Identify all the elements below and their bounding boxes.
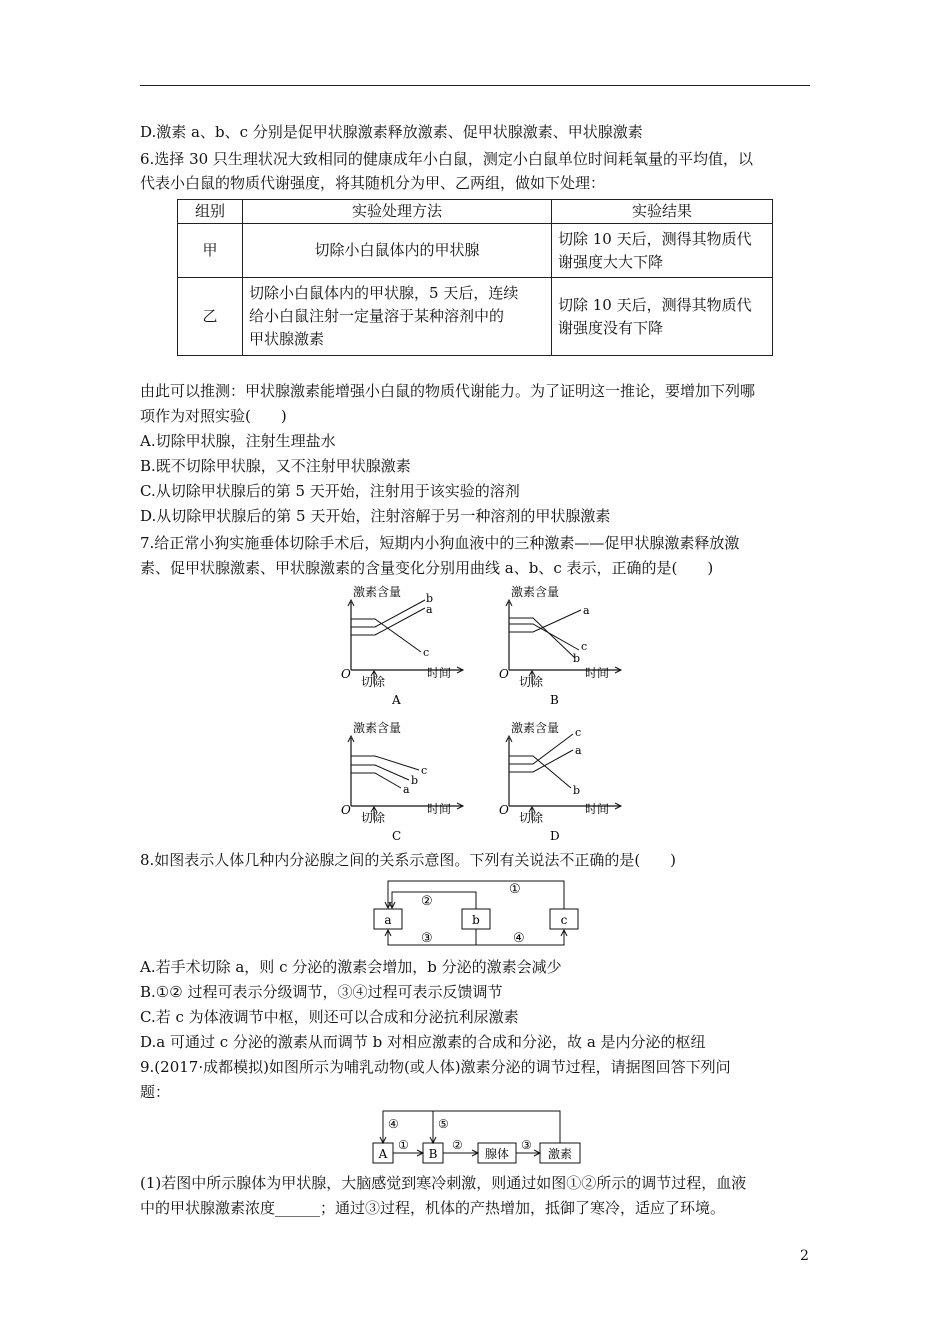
q8-option-c: C.若 c 为体液调节中枢，则还可以合成和分泌抗利尿激素: [140, 1008, 519, 1026]
curve-a-line: [351, 773, 401, 788]
header-method: 实验处理方法: [243, 200, 552, 224]
table-header-row: [178, 200, 773, 224]
cut-label: 切除: [519, 675, 544, 689]
row-method-line: 切除小白鼠体内的甲状腺，5 天后，连续: [249, 284, 519, 302]
curve-a-line: [509, 610, 581, 632]
curve-label: b: [573, 784, 581, 797]
curve-label: a: [403, 783, 410, 796]
graph-option-label: B: [550, 693, 559, 707]
row-result-line: 谢强度没有下降: [558, 318, 664, 337]
curve-label: c: [575, 726, 582, 739]
q6-option-a: A.切除甲状腺，注射生理盐水: [140, 432, 336, 450]
curve-label: b: [573, 652, 581, 665]
header-result: 实验结果: [552, 200, 773, 224]
curve-label: c: [581, 640, 588, 653]
cut-label: 切除: [361, 811, 386, 825]
curve-c-line: [351, 756, 419, 770]
curve-label: c: [423, 646, 430, 659]
q5-option-d: D.激素 a、b、c 分别是促甲状腺激素释放激素、促甲状腺激素、甲状腺激素: [140, 123, 643, 141]
row-method-line: 切除小白鼠体内的甲状腺: [314, 241, 480, 259]
graph-ylabel: 激素含量: [511, 585, 560, 599]
arrow-label-4: ④: [388, 1117, 399, 1131]
q9-diagram: [368, 1105, 588, 1167]
row-group: 甲: [178, 224, 243, 278]
graph-a: [335, 580, 480, 710]
node-c-label: c: [560, 913, 568, 927]
header-group: 组别: [178, 200, 243, 224]
graph-ylabel: 激素含量: [511, 721, 560, 735]
curve-a-line: [351, 608, 425, 635]
node-gland-label: 腺体: [484, 1147, 510, 1161]
q9-sub1-line2: 中的甲状腺激素浓度______；通过③过程，机体的产热增加，抵御了寒冷，适应了环境。: [140, 1199, 726, 1217]
arrow-label-3: ③: [421, 931, 433, 946]
experiment-table: [177, 199, 773, 356]
row-result: [552, 224, 773, 278]
q7-stem-line2: 素、促甲状腺激素、甲状腺激素的含量变化分别用曲线 a、b、c 表示，正确的是( ): [140, 559, 714, 577]
q6-followup-line2: 项作为对照实验( ): [140, 407, 287, 425]
row-result: [552, 278, 773, 356]
row-method-line: 给小白鼠注射一定量溶于某种溶剂中的: [249, 307, 505, 325]
node-b-label: b: [472, 913, 480, 927]
header-rule: [140, 85, 810, 86]
q8-stem: 8.如图表示人体几种内分泌腺之间的关系示意图。下列有关说法不正确的是( ): [140, 851, 677, 869]
node-A-label: A: [378, 1147, 388, 1161]
graph-option-label: D: [550, 829, 560, 843]
curve-label: b: [426, 592, 434, 605]
arrow-label-4: ④: [513, 931, 525, 946]
cut-label: 切除: [519, 811, 544, 825]
graph-xlabel: 时间: [427, 802, 452, 816]
curve-c-line: [509, 734, 573, 764]
node-B-label: B: [428, 1147, 438, 1161]
node-hormone-label: 激素: [547, 1147, 573, 1161]
q6-option-c: C.从切除甲状腺后的第 5 天开始，注射用于该实验的溶剂: [140, 482, 520, 500]
arrow-2-line: [392, 892, 476, 909]
origin-label: O: [341, 803, 351, 817]
row-result-line: 谢强度大大下降: [558, 252, 664, 271]
curve-a-line: [509, 750, 573, 772]
arrow-label-1: ①: [398, 1138, 409, 1152]
graph-option-label: C: [392, 829, 402, 843]
table-row: [178, 278, 773, 356]
graph-ylabel: 激素含量: [353, 585, 402, 599]
q8-option-a: A.若手术切除 a，则 c 分泌的激素会增加，b 分泌的激素会减少: [140, 958, 562, 976]
graph-b: [493, 580, 638, 710]
q8-option-d: D.a 可通过 c 分泌的激素从而调节 b 对相应激素的合成和分泌，故 a 是内分泌的枢纽: [140, 1033, 706, 1051]
q9-sub1-line1: (1)若图中所示腺体为甲状腺，大脑感觉到寒冷刺激，则通过如图①②所示的调节过程，血液: [140, 1174, 747, 1192]
table-row: [178, 224, 773, 278]
q6-stem-line2: 代表小白鼠的物质代谢强度，将其随机分为甲、乙两组，做如下处理：: [140, 174, 606, 192]
graph-c: [335, 716, 480, 846]
arrow-4-line: [383, 1111, 560, 1143]
graph-xlabel: 时间: [585, 666, 610, 680]
arrow-label-3: ③: [521, 1138, 532, 1152]
row-method: [243, 224, 552, 278]
page-number: 2: [800, 1248, 809, 1264]
curve-label: c: [421, 764, 428, 777]
row-result-line: 切除 10 天后，测得其物质代: [558, 295, 752, 314]
graph-option-label: A: [392, 693, 401, 707]
curve-label: a: [575, 744, 582, 757]
origin-label: O: [499, 803, 509, 817]
q6-followup-line1: 由此可以推测：甲状腺激素能增强小白鼠的物质代谢能力。为了证明这一推论，要增加下列哪: [140, 382, 756, 400]
cut-label: 切除: [361, 675, 386, 689]
q9-stem-line1: 9.(2017·成都模拟)如图所示为哺乳动物(或人体)激素分泌的调节过程，请据图回答下列问: [140, 1058, 731, 1076]
q8-diagram: [365, 875, 585, 950]
graph-xlabel: 时间: [427, 666, 452, 680]
arrow-label-1: ①: [509, 882, 521, 897]
graph-d: [493, 716, 638, 846]
q6-option-b: B.既不切除甲状腺，又不注射甲状腺激素: [140, 457, 411, 475]
curve-label: a: [583, 604, 590, 617]
row-group: 乙: [178, 278, 243, 356]
node-a-label: a: [384, 913, 392, 927]
origin-label: O: [499, 667, 509, 681]
graph-xlabel: 时间: [585, 802, 610, 816]
curve-label: b: [411, 774, 419, 787]
row-result-line: 切除 10 天后，测得其物质代: [558, 229, 752, 248]
q6-stem-line1: 6.选择 30 只生理状况大致相同的健康成年小白鼠，测定小白鼠单位时间耗氧量的平均值，以: [140, 150, 753, 168]
arrow-label-5: ⑤: [438, 1117, 449, 1131]
row-method: [243, 278, 552, 356]
q9-stem-line2: 题：: [140, 1083, 171, 1101]
origin-label: O: [341, 667, 351, 681]
arrow-label-2: ②: [452, 1138, 463, 1152]
curve-label: a: [426, 603, 433, 616]
q8-option-b: B.①② 过程可表示分级调节，③④过程可表示反馈调节: [140, 983, 503, 1001]
arrow-label-2: ②: [421, 894, 433, 909]
graph-ylabel: 激素含量: [353, 721, 402, 735]
row-method-line: 甲状腺激素: [249, 330, 325, 348]
q7-stem-line1: 7.给正常小狗实施垂体切除手术后，短期内小狗血液中的三种激素——促甲状腺激素释放激: [140, 534, 740, 552]
q6-option-d: D.从切除甲状腺后的第 5 天开始，注射溶解于另一种溶剂的甲状腺激素: [140, 507, 611, 525]
